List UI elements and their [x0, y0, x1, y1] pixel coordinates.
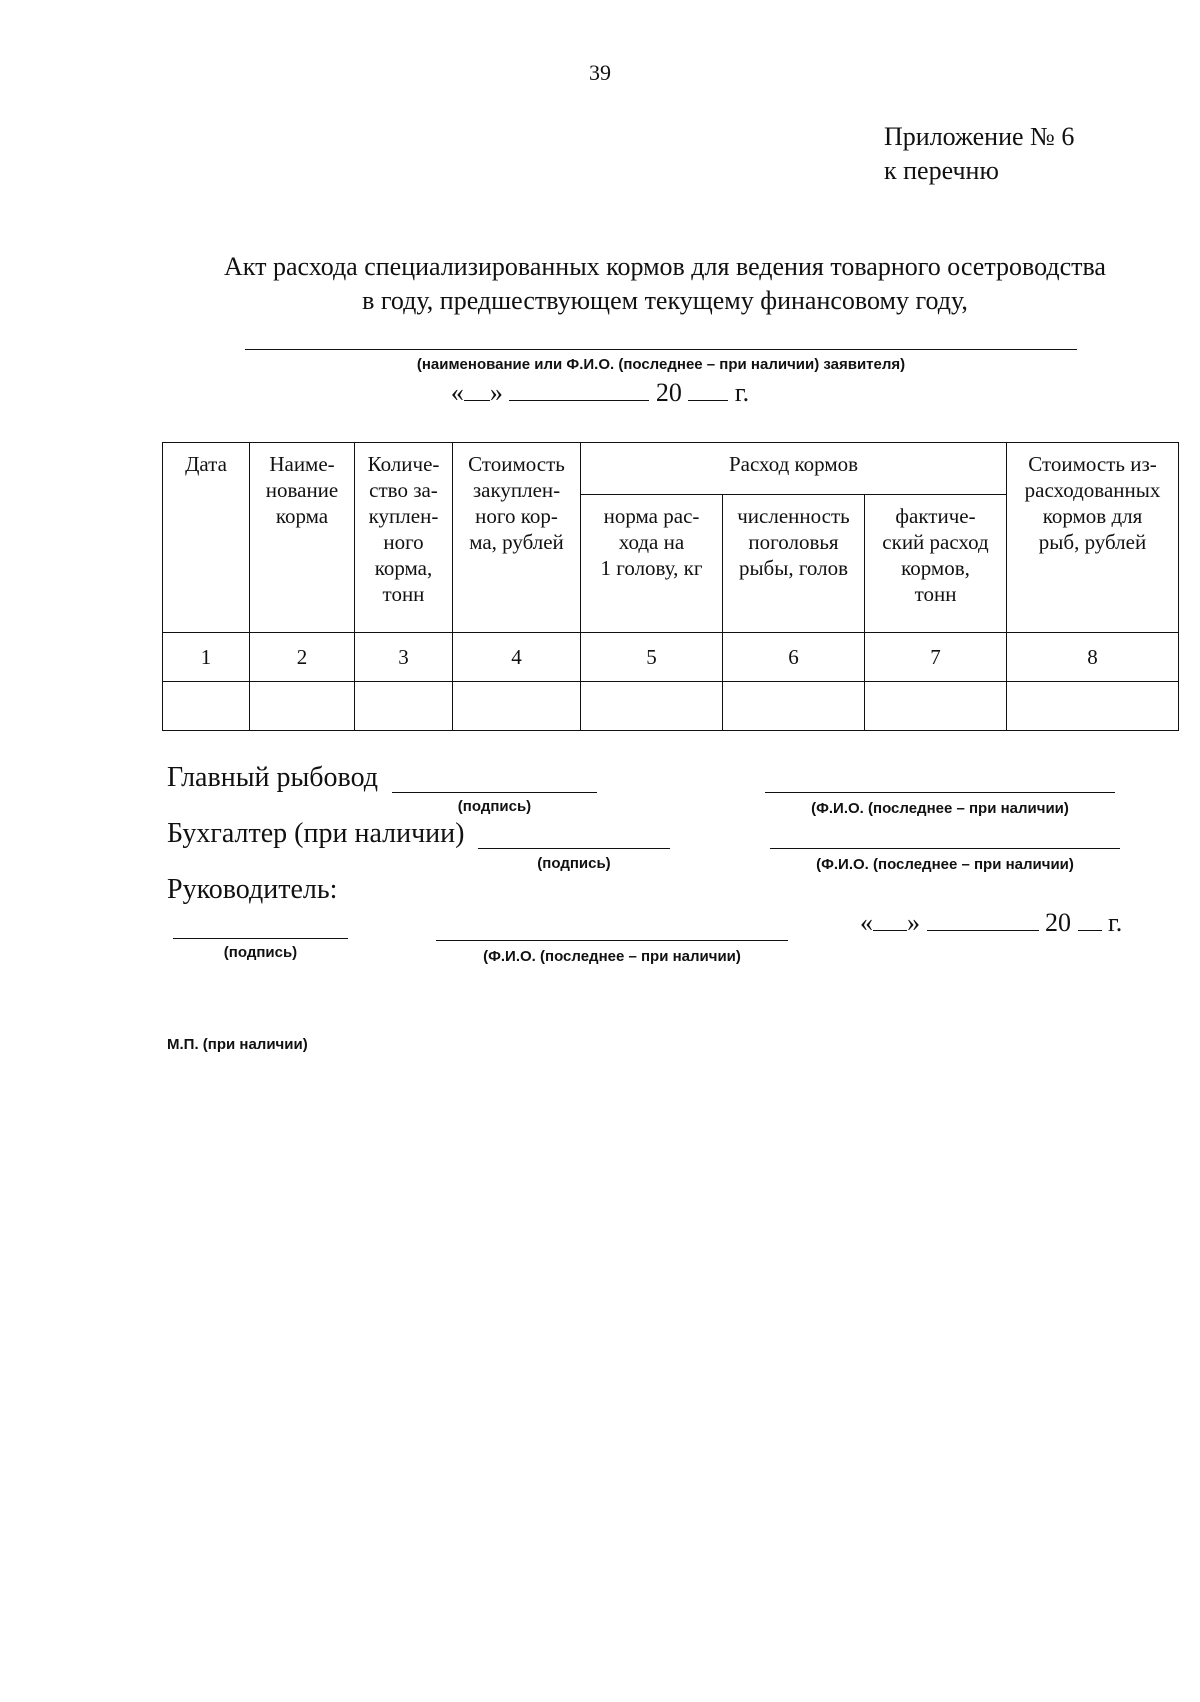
chief-fish-breeder-label: Главный рыбовод — [167, 762, 379, 793]
accountant-signature-caption: (подпись) — [537, 855, 611, 872]
sign-date-year-prefix: 20 — [1045, 908, 1071, 937]
table-cell-empty[interactable] — [250, 682, 355, 731]
column-number: 6 — [723, 633, 865, 682]
accountant-fio-line[interactable] — [770, 848, 1120, 849]
head-fio-line[interactable] — [436, 940, 788, 941]
annex-reference: к перечню — [884, 156, 999, 185]
date-open-quote: « — [450, 378, 464, 407]
sign-date-month-blank[interactable] — [927, 908, 1039, 931]
header-actual: фактиче- ский расход кормов, тонн — [865, 495, 1007, 633]
stamp-place: М.П. (при наличии) — [167, 1036, 308, 1053]
title-line-2: в году, предшествующем текущему финансовому году, — [362, 286, 968, 315]
chief-signature-line[interactable] — [392, 792, 597, 793]
column-number: 8 — [1007, 633, 1179, 682]
chief-fio-line[interactable] — [765, 792, 1115, 793]
column-number: 4 — [453, 633, 581, 682]
header-norm: норма рас- хода на 1 голову, кг — [581, 495, 723, 633]
sign-date-year-blank[interactable] — [1078, 908, 1102, 931]
sign-date-close-quote: » — [907, 908, 920, 937]
accountant-label: Бухгалтер (при наличии) — [167, 818, 465, 849]
applicant-name-line[interactable] — [245, 349, 1077, 350]
page-number: 39 — [589, 60, 611, 85]
header-spent-cost: Стоимость из- расходованных кормов для рыб, рублей — [1007, 443, 1179, 633]
feed-consumption-table — [162, 442, 1179, 731]
annex-number: Приложение № 6 — [884, 122, 1075, 151]
signature-date — [860, 908, 1122, 938]
accountant-signature-line[interactable] — [478, 848, 670, 849]
head-signature-line[interactable] — [173, 938, 348, 939]
table-cell-empty[interactable] — [355, 682, 453, 731]
header-quantity: Количе- ство за- куплен- ного корма, тонн — [355, 443, 453, 633]
document-date — [0, 378, 1200, 408]
header-feed-name: Наиме- нование корма — [250, 443, 355, 633]
date-year-suffix: г. — [734, 378, 750, 407]
table-cell-empty[interactable] — [163, 682, 250, 731]
document-title — [100, 250, 1200, 318]
column-number: 5 — [581, 633, 723, 682]
header-date: Дата — [163, 443, 250, 633]
column-number: 2 — [250, 633, 355, 682]
date-day-blank[interactable] — [464, 378, 490, 401]
sign-date-open-quote: « — [860, 908, 873, 937]
sign-date-day-blank[interactable] — [873, 908, 907, 931]
head-label: Руководитель: — [167, 874, 338, 905]
header-cost: Стоимость закуплен- ного кор- ма, рублей — [453, 443, 581, 633]
applicant-caption: (наименование или Ф.И.О. (последнее – при наличии) заявителя) — [416, 356, 906, 373]
date-close-quote: » — [489, 378, 503, 407]
table-cell-empty[interactable] — [581, 682, 723, 731]
date-year-prefix: 20 — [655, 378, 682, 407]
annex-heading — [884, 120, 1074, 188]
title-line-1: Акт расхода специализированных кормов для ведения товарного осетроводства — [224, 252, 1106, 281]
column-number: 1 — [163, 633, 250, 682]
chief-signature-caption: (подпись) — [457, 798, 532, 815]
head-signature-caption: (подпись) — [223, 944, 298, 961]
table-cell-empty[interactable] — [865, 682, 1007, 731]
table-cell-empty[interactable] — [1007, 682, 1179, 731]
table-cell-empty[interactable] — [453, 682, 581, 731]
chief-fio-caption: (Ф.И.О. (последнее – при наличии) — [811, 800, 1069, 817]
table-cell-empty[interactable] — [723, 682, 865, 731]
date-year-blank[interactable] — [688, 378, 728, 401]
head-fio-caption: (Ф.И.О. (последнее – при наличии) — [483, 948, 741, 965]
header-population: численность поголовья рыбы, голов — [723, 495, 865, 633]
sign-date-year-suffix: г. — [1108, 908, 1123, 937]
accountant-fio-caption: (Ф.И.О. (последнее – при наличии) — [816, 856, 1074, 873]
date-month-blank[interactable] — [509, 378, 649, 401]
header-consumption-group: Расход кормов — [581, 443, 1007, 495]
column-number: 3 — [355, 633, 453, 682]
column-number: 7 — [865, 633, 1007, 682]
